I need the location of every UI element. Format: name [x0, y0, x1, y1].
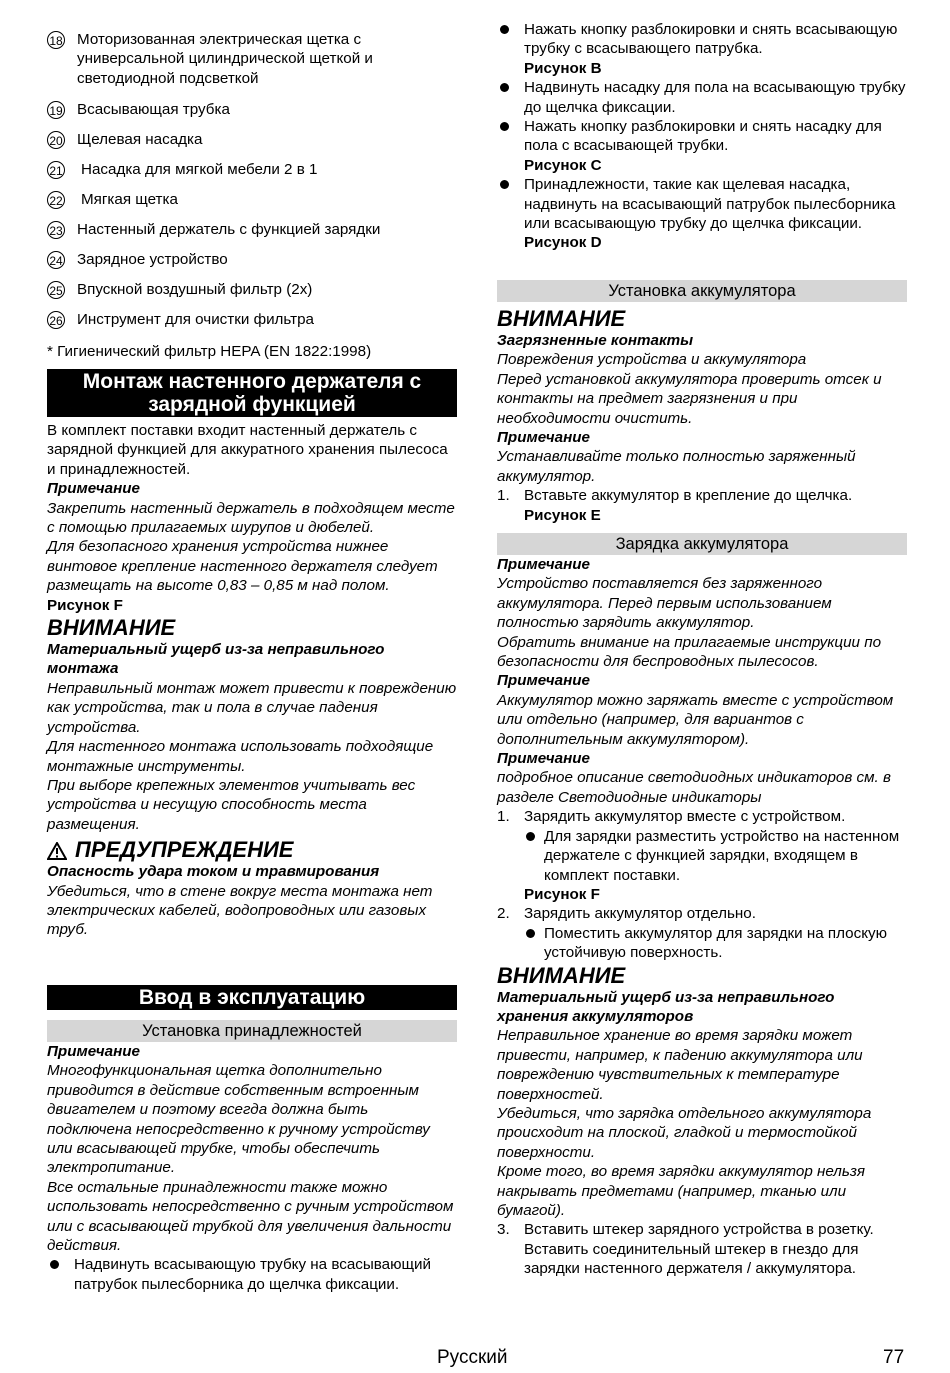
bullet-text: Для зарядки разместить устройство на настенном держателе с функцией зарядки, входящем в комплект поставки.: [544, 827, 900, 884]
list-item: [47, 130, 487, 149]
item-number: 21: [47, 161, 65, 179]
caution-subtitle: Загрязненные контакты: [497, 332, 694, 349]
list-item: [47, 100, 487, 119]
item-text: Щелевая насадка: [77, 131, 203, 148]
item-text: Инструмент для очистки фильтра: [77, 311, 314, 328]
note-text: Обратить внимание на прилагаемые инструкции по безопасности для беспроводных пылесосов.: [497, 633, 882, 671]
bullet-text: Поместить аккумулятор для зарядки на плоскую устойчивую поверхность.: [544, 924, 887, 962]
bullet-item: [497, 175, 907, 233]
item-text: Мягкая щетка: [81, 191, 178, 208]
figure-ref: Рисунок F: [524, 885, 600, 903]
step-item: [497, 807, 907, 826]
bullet-icon: [500, 83, 509, 92]
step-text: Зарядить аккумулятор вместе с устройством.: [524, 808, 846, 826]
step-text: Вставить штекер зарядного устройства в розетку. Вставить соединительный штекер в гнездо для зарядки настенного держателя / аккумулятора.: [524, 1221, 874, 1278]
section-heading: Ввод в эксплуатацию: [47, 985, 457, 1010]
list-item: [47, 190, 487, 209]
item-number: 26: [47, 311, 65, 329]
note-text: подробное описание светодиодных индикаторов см. в разделе Светодиодные индикаторы: [497, 769, 891, 806]
bullet-text: Надвинуть насадку для пола на всасывающую трубку до щелчка фиксации.: [524, 79, 906, 116]
figure-ref: Рисунок B: [524, 59, 602, 77]
intro-text: В комплект поставки входит настенный держатель с зарядной функцией для аккуратного хранения пылесоса и принадлежностей.: [47, 422, 448, 478]
warning-text: Убедиться, что в стене вокруг места монтажа нет электрических кабелей, водопроводных или газовых труб.: [47, 882, 433, 939]
item-number: 22: [47, 191, 65, 209]
note-text: Для безопасного хранения устройства нижнее винтовое крепление настенного держателя следует размещать на высоте 0,83 – 0,85 м над полом.: [47, 538, 438, 595]
battery-install-section: [497, 280, 907, 525]
caution-text: При выборе крепежных элементов учитывать вес устройства и несущую способность места размещения.: [47, 776, 416, 833]
note-text: Устройство поставляется без заряженного аккумулятора. Перед первым использованием полностью зарядить аккумулятор.: [497, 575, 832, 632]
bullet-icon: [526, 832, 535, 841]
mount-section: [47, 369, 457, 940]
caution-text: Неправильный монтаж может привести к повреждению как устройства, так и пола в случае падения устройства.: [47, 679, 457, 736]
caution-text: Кроме того, во время зарядки аккумулятор нельзя накрывать предметами (например, тканью или бумагой).: [497, 1163, 866, 1219]
figure-ref: Рисунок D: [524, 234, 602, 252]
list-item: [47, 220, 487, 239]
page-number: 77: [883, 1347, 905, 1368]
section-heading: Монтаж настенного держателя с зарядной функцией: [47, 369, 457, 417]
item-number: 24: [47, 251, 65, 269]
item-number: 23: [47, 221, 65, 239]
footer-language: Русский: [437, 1347, 508, 1368]
item-number: 25: [47, 281, 65, 299]
step-number: 2.: [497, 905, 510, 923]
bullet-item: [497, 117, 907, 156]
note-text: Закрепить настенный держатель в подходящем месте с помощью прилагаемых шурупов и дюбелей.: [47, 499, 455, 537]
bullet-item: [497, 78, 907, 117]
note-label: Примечание: [497, 672, 590, 690]
note-label: Примечание: [497, 750, 590, 768]
item-number: 20: [47, 131, 65, 149]
step-item: [497, 1220, 907, 1278]
figure-ref: Рисунок C: [524, 156, 602, 174]
bullet-item: [497, 20, 907, 59]
bullet-item: [47, 1255, 457, 1294]
bullet-icon: [50, 1260, 59, 1269]
note-text: Все остальные принадлежности также можно использовать непосредственно с ручным устройством или с всасывающей трубкой для увеличения дальности действия.: [47, 1178, 454, 1255]
item-text: Моторизованная электрическая щетка с универсальной цилиндрической щеткой и светодиодной подсветкой: [77, 31, 373, 87]
item-text: Впускной воздушный фильтр (2x): [77, 281, 313, 298]
step-item: [497, 486, 907, 505]
item-text: Насадка для мягкой мебели 2 в 1: [81, 161, 318, 178]
figure-ref: Рисунок E: [524, 506, 601, 524]
caution-subtitle: Материальный ущерб из-за неправильного хранения аккумуляторов: [497, 988, 835, 1025]
warning-heading: [47, 837, 457, 862]
item-text: Зарядное устройство: [77, 251, 228, 268]
caution-text: Для настенного монтажа использовать подходящие монтажные инструменты.: [47, 738, 434, 775]
bullet-icon: [500, 25, 509, 34]
note-label: Примечание: [47, 480, 140, 498]
list-item: [47, 250, 487, 269]
subsection-heading: Установка аккумулятора: [497, 280, 907, 302]
note-label: Примечание: [497, 556, 590, 573]
subsection-heading: Зарядка аккумулятора: [497, 533, 907, 555]
bullet-text: Надвинуть всасывающую трубку на всасывающий патрубок пылесборника до щелчка фиксации.: [74, 1256, 431, 1293]
caution-title: ВНИМАНИЕ: [47, 615, 176, 641]
note-label: Примечание: [47, 1043, 140, 1060]
step-number: 1.: [497, 487, 510, 505]
warning-triangle-icon: [47, 842, 67, 860]
bullet-icon: [500, 122, 509, 131]
caution-subtitle: Материальный ущерб из-за неправильного монтажа: [47, 641, 385, 678]
subsection-heading: Установка принадлежностей: [47, 1020, 457, 1042]
bullet-text: Нажать кнопку разблокировки и снять всасывающую трубку с всасывающего патрубка.: [524, 21, 898, 58]
battery-charge-section: [497, 533, 907, 1279]
accessories-continued: [497, 20, 907, 253]
caution-text: Перед установкой аккумулятора проверить отсек и контакты на предмет загрязнения и при необходимости очистить.: [497, 370, 882, 427]
list-item: [47, 30, 487, 88]
step-text: Зарядить аккумулятор отдельно.: [524, 905, 756, 923]
item-text: Настенный держатель с функцией зарядки: [77, 221, 381, 238]
bullet-text: Нажать кнопку разблокировки и снять насадку для пола с всасывающей трубки.: [524, 118, 882, 155]
note-text: Устанавливайте только полностью заряженный аккумулятор.: [497, 448, 856, 485]
sub-bullet-item: [497, 924, 907, 963]
warning-subtitle: Опасность удара током и травмирования: [47, 863, 380, 881]
caution-title: ВНИМАНИЕ: [497, 962, 626, 988]
item-text: Всасывающая трубка: [77, 101, 230, 118]
caution-text: Убедиться, что зарядка отдельного аккумулятора происходит на плоской, гладкой и термостойкой поверхности.: [497, 1104, 872, 1161]
bullet-text: Принадлежности, такие как щелевая насадка, надвинуть на всасывающий патрубок пылесборника или всасывающую трубку до щелчка фиксации.: [524, 176, 896, 233]
step-number: 3.: [497, 1221, 510, 1239]
item-number: 19: [47, 101, 65, 119]
item-number: 18: [47, 31, 65, 49]
note-label: Примечание: [497, 429, 590, 447]
caution-text: Неправильное хранение во время зарядки может привести, например, к падению аккумулятора или повреждению чувствительных к температуре поверхностей.: [497, 1027, 863, 1103]
hepa-note: * Гигиенический фильтр HEPA (EN 1822:1998): [47, 343, 372, 360]
bullet-icon: [500, 180, 509, 189]
caution-title: ВНИМАНИЕ: [497, 306, 626, 331]
list-item: [47, 310, 487, 329]
figure-ref: Рисунок F: [47, 596, 123, 614]
step-item: [497, 904, 907, 923]
startup-section: [47, 985, 457, 1294]
note-text: Многофункциональная щетка дополнительно приводится в действие собственным встроенным двигателем и поэтому всегда должна быть подключена непосредственно к ручному устройству или всасывающей трубке, чтобы обеспечить электропитание.: [47, 1062, 430, 1177]
step-number: 1.: [497, 808, 510, 826]
list-item: [47, 280, 487, 299]
list-item: [47, 160, 487, 179]
warning-title: ПРЕДУПРЕЖДЕНИЕ: [75, 837, 294, 863]
sub-bullet-item: [497, 827, 907, 885]
note-text: Аккумулятор можно заряжать вместе с устройством или отдельно (например, для вариантов с дополнительным аккумулятором).: [497, 691, 894, 748]
caution-text: Повреждения устройства и аккумулятора: [497, 351, 807, 369]
step-text: Вставьте аккумулятор в крепление до щелчка.: [524, 487, 853, 505]
bullet-icon: [526, 929, 535, 938]
